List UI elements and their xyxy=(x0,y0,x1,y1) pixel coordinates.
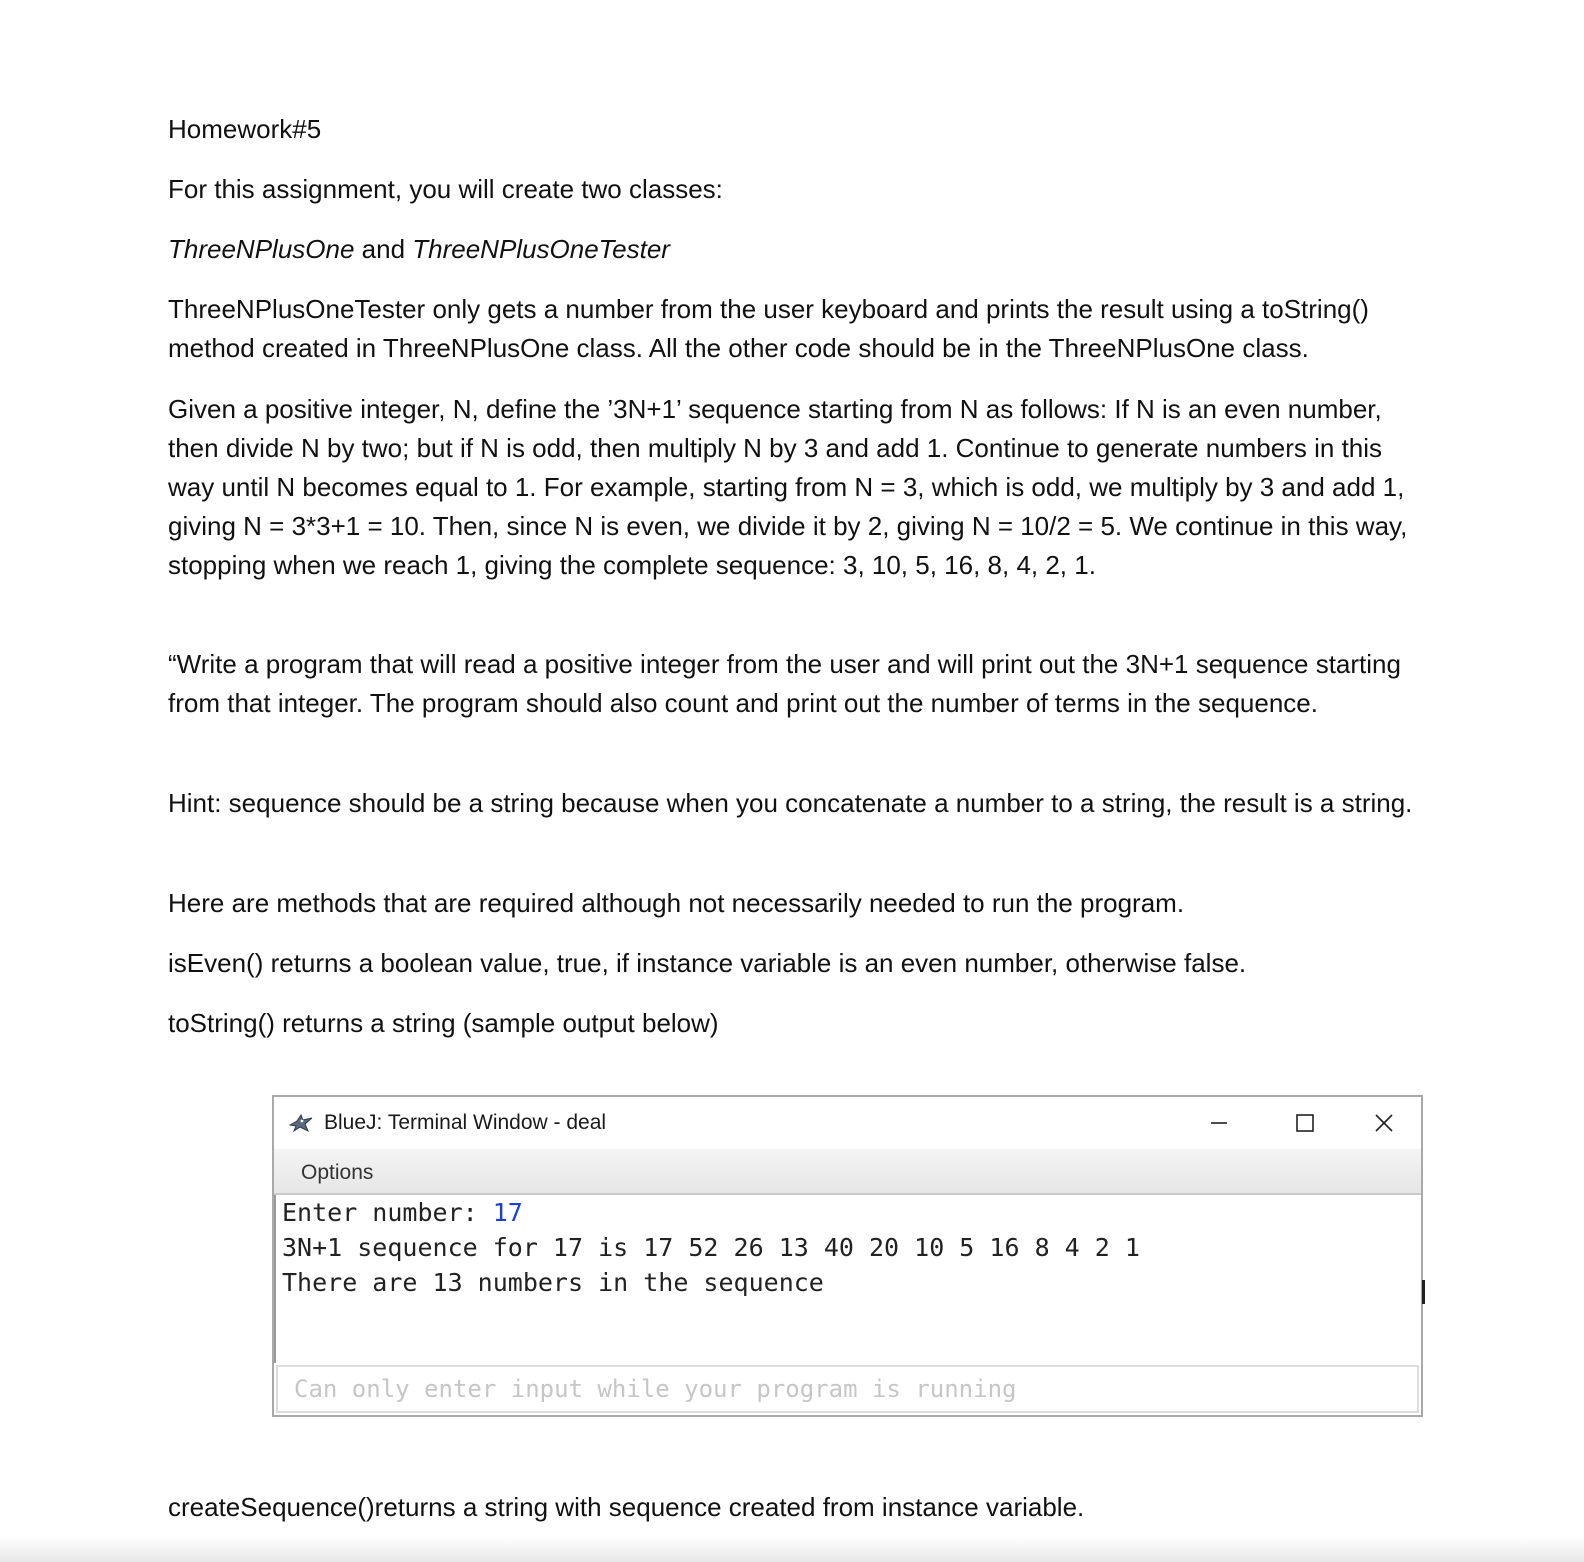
methods-intro: Here are methods that are required although not necessarily needed to run the program. xyxy=(168,888,1185,918)
bluej-bird-icon xyxy=(288,1112,314,1134)
minimize-icon[interactable] xyxy=(1191,1103,1247,1143)
output-line-count: There are 13 numbers in the sequence xyxy=(282,1268,824,1297)
class-joiner: and xyxy=(354,234,413,264)
terminal-input-field[interactable] xyxy=(276,1365,1419,1413)
class-name-tester: ThreeNPlusOneTester xyxy=(412,234,670,264)
program-instructions: “Write a program that will read a positive integer from the user and will print out the 3N+1 sequence starting from that integer. The program should also count and print out the number of terms in the sequence. xyxy=(168,649,1401,718)
tester-description: ThreeNPlusOneTester only gets a number from the user keyboard and prints the result using a toString() method created in ThreeNPlusOne class. All the other code should be in the ThreeNPlusOne class. xyxy=(168,294,1369,363)
sequence-definition: Given a positive integer, N, define the ’3N+1’ sequence starting from N as follows: If N is an even number, then divide N by two; but if N is odd, then multiply N by 3 and add 1. Continue to generate numbers in this way until N becomes equal to 1. For example, starting from N = 3, which is odd, we multiply by 3 and add 1, giving N = 3*3+1 = 10. Then, since N is even, we divide it by 2, giving N = 10/2 = 5. We continue in this way, stopping when we reach 1, giving the complete sequence: 3, 10, 5, 16, 8, 4, 2, 1. xyxy=(168,394,1408,580)
terminal-output xyxy=(274,1195,1421,1363)
menu-options[interactable]: Options xyxy=(301,1161,374,1184)
close-icon[interactable] xyxy=(1356,1103,1412,1143)
is-even-description: isEven() returns a boolean value, true, if instance variable is an even number, otherwise false. xyxy=(168,948,1247,978)
class-names xyxy=(168,230,670,269)
class-name-threenplusone: ThreeNPlusOne xyxy=(168,234,355,264)
terminal-titlebar[interactable] xyxy=(274,1097,1421,1149)
homework-title: Homework#5 xyxy=(168,114,322,144)
terminal-menubar xyxy=(274,1149,1421,1195)
hint-text: Hint: sequence should be a string because when you concatenate a number to a string, the result is a string. xyxy=(168,788,1413,818)
output-line-prompt xyxy=(282,1195,1421,1230)
entered-number: 17 xyxy=(492,1198,523,1227)
prompt-text: Enter number: xyxy=(282,1198,493,1227)
to-string-description: toString() returns a string (sample output below) xyxy=(168,1008,719,1038)
terminal-title: BlueJ: Terminal Window - deal xyxy=(324,1111,607,1134)
terminal-window xyxy=(272,1095,1423,1417)
intro-text: For this assignment, you will create two classes: xyxy=(168,174,723,204)
page-bottom-shadow xyxy=(0,1536,1584,1562)
create-sequence-description: createSequence()returns a string with sequence created from instance variable. xyxy=(168,1492,1085,1522)
scroll-marker xyxy=(1422,1280,1425,1304)
maximize-icon[interactable] xyxy=(1277,1103,1333,1143)
output-line-sequence: 3N+1 sequence for 17 is 17 52 26 13 40 20 10 5 16 8 4 2 1 xyxy=(282,1233,1140,1262)
